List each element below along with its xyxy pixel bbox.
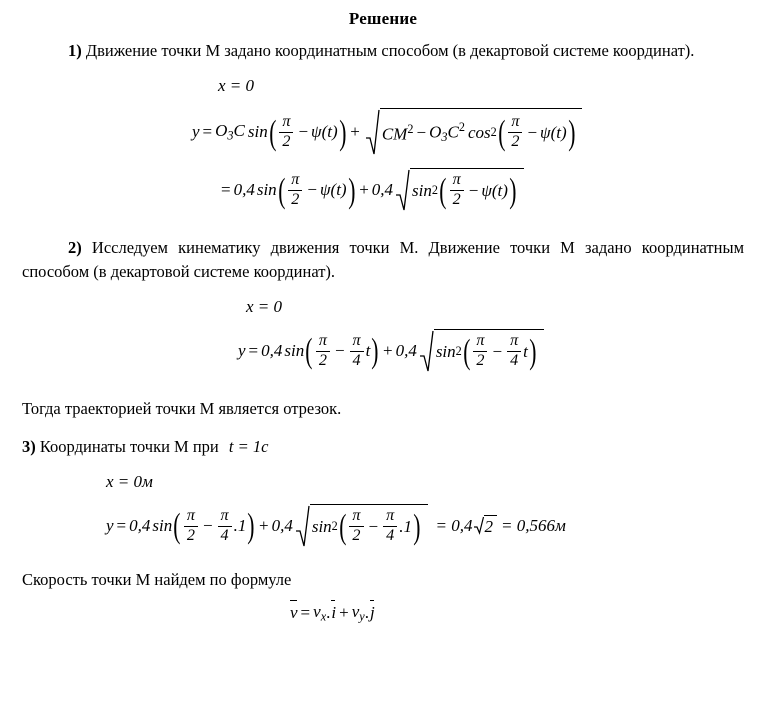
eq-cos: cos [467,122,491,142]
section-3-paragraph [22,435,744,458]
eq-coef-3: 0,4 [261,341,283,361]
equation-group-3 [0,472,766,548]
eq-dot-one-2: .1 [399,516,412,536]
eq-minus-5: − [468,180,479,200]
eq-sin-7: sin [311,516,332,536]
radical-icon-3 [419,329,435,373]
eq-sin-3: sin [412,180,432,200]
fraction-pi-2-d: $\frac{\pi}{2}$ [450,172,464,209]
eq-equals-3: = [248,341,259,361]
eq-coef: 0,4 [233,180,255,200]
sqrt-expression [365,108,582,156]
eq-minus-8: − [202,516,213,536]
fraction-pi-4: $\frac{\pi}{4}$ [350,333,364,370]
radical-icon-4 [295,504,311,548]
section-3-text: Координаты точки М при [39,436,219,456]
radicand-5 [484,515,498,538]
section-2-text: Исследуем кинематику движения точки М. Движение точки М задано координатным способом (в декартовой системе координат). [22,238,745,281]
eq-minus-7: − [492,341,503,361]
eq-result-value: = 0,566м [501,516,566,536]
velocity-paragraph: Скорость точки М найдем по формуле [22,570,292,590]
fraction-pi-2-h: $\frac{\pi}{2}$ [349,508,363,545]
sqrt-expression-2 [395,168,523,212]
paren-close: ) [338,112,347,152]
eq-sqrt2: 2 [484,516,494,536]
equation-y-result [0,504,766,548]
radicand-4: sin 2 ( $\frac{\pi}{2}$ − $\frac{\pi}{4}$ .1 ) [310,504,428,548]
eq-O3C: $O_3C$ [215,121,245,143]
fraction-pi-2-b: $\frac{\pi}{2}$ [508,114,522,151]
eq-y-symbol-3: y [106,516,114,536]
radical-icon-5 [474,515,485,538]
eq-coef-6: 0,4 [271,516,293,536]
eq-j-vector: j [369,602,375,622]
eq-psi-3: ψ(t) [319,180,347,200]
radicand-2: sin 2 ( $\frac{\pi}{2}$ − ψ(t) ) [410,168,523,212]
paren-open-8: ( [339,506,347,546]
fraction-pi-4-d: $\frac{\pi}{4}$ [383,508,397,545]
equation-x-zero-2 [0,297,766,317]
radical-icon-2 [395,168,411,212]
eq-minus-9: − [368,516,379,536]
equation-y-t [0,329,766,373]
eq-y-symbol: y [192,122,200,142]
equation-x-zero-1 [0,76,766,96]
section-2-number: 2) [68,238,82,258]
equation-y-numeric [0,168,766,212]
eq-psi: ψ(t) [311,122,338,142]
fraction-pi-2-e: $\frac{\pi}{2}$ [316,333,330,370]
eq-minus: − [298,122,309,142]
eq-v-vector: v [290,602,298,622]
sqrt-expression-4 [295,504,428,548]
paren-close-8: ) [413,506,421,546]
eq-t: t [365,341,371,361]
paren-open-6: ( [462,331,471,371]
eq-sin-6: sin [152,516,173,536]
fraction-pi-4-b: $\frac{\pi}{4}$ [507,333,521,370]
eq-text: x = 0 [218,76,255,96]
equation-x-zero-m [0,472,766,492]
eq-plus-2: + [359,180,369,200]
section-3-time: t = 1c [228,436,269,456]
eq-plus: + [350,122,360,142]
sqrt-expression-3 [419,329,544,373]
section-3-number: 3) [22,436,36,456]
section-1-number: 1) [68,41,82,60]
fraction-pi-2-g: $\frac{\pi}{2}$ [184,508,198,545]
eq-O3C2: $O_3C^2$ [429,120,465,145]
radicand: $CM^2$ − $O_3C^2$ cos 2 ( $\frac{\pi}{2}$ − ψ(t) ) [380,108,582,156]
eq-dot-1: . [326,602,331,622]
eq-equals-4: = [116,516,127,536]
section-1-paragraph [22,39,744,62]
equation-group-1 [0,76,766,212]
eq-psi-4: ψ(t) [481,180,508,200]
paren-open-4: ( [439,171,447,211]
paren-close-3: ) [347,170,355,210]
paren-close-7: ) [247,506,255,546]
eq-plus-3: + [382,341,393,361]
equation-y-full [0,108,766,156]
equation-group-2 [0,297,766,373]
paren-close-2: ) [567,113,576,153]
paren-close-5: ) [371,331,379,371]
eq-i-vector: i [331,602,337,622]
eq-plus-5: + [339,602,349,622]
paren-open-3: ( [277,170,286,210]
eq-psi-2: ψ(t) [540,122,567,142]
eq-coef-5: 0,4 [129,516,151,536]
document-page [0,9,766,712]
eq-vy: $v_y$ [351,601,365,623]
eq-equals-5: = [300,602,311,622]
eq-dot-one: .1 [233,516,247,536]
section-1-text: Движение точки М задано координатным способом (в декартовой системе координат). [85,41,695,60]
eq-text-3: x = 0м [106,472,153,492]
eq-minus-2: − [416,122,427,142]
eq-dot-2: . [364,602,369,622]
sqrt-two [474,515,498,538]
eq-equals-2: = [221,180,231,200]
eq-sin: sin [247,122,268,142]
paren-close-4: ) [509,171,517,211]
eq-plus-4: + [258,516,269,536]
radical-icon [365,108,381,156]
equation-velocity-vector [0,602,766,624]
paren-close-6: ) [529,331,537,371]
paren-open-7: ( [173,506,181,546]
fraction-pi-2: $\frac{\pi}{2}$ [279,114,293,151]
eq-sin-2: sin [256,180,277,200]
trajectory-paragraph: Тогда траекторией точки М является отрезок. [22,399,342,419]
eq-coef-4: 0,4 [395,341,417,361]
paren-open: ( [268,112,277,152]
fraction-pi-2-c: $\frac{\pi}{2}$ [288,172,302,209]
eq-minus-6: − [334,341,345,361]
eq-result: = 0,4 [435,516,473,536]
fraction-pi-2-f: $\frac{\pi}{2}$ [473,333,487,370]
eq-coef-2: 0,4 [371,180,394,200]
section-2-paragraph [22,236,744,283]
eq-equals: = [202,122,213,142]
eq-y-symbol-2: y [238,341,246,361]
eq-sin-4: sin [284,341,305,361]
eq-t-2: t [523,341,528,361]
eq-minus-4: − [307,180,317,200]
page-title: Решение [348,9,418,28]
paren-open-5: ( [305,331,313,371]
eq-CM2: $CM^2$ [381,121,414,144]
fraction-pi-4-c: $\frac{\pi}{4}$ [218,508,232,545]
eq-sin-5: sin [435,341,456,361]
eq-vx: $v_x$ [313,601,327,623]
paren-open-2: ( [497,113,506,153]
eq-minus-3: − [527,122,538,142]
radicand-3: sin 2 ( $\frac{\pi}{2}$ − $\frac{\pi}{4}$ t ) [434,329,544,373]
eq-text-2: x = 0 [246,297,283,317]
